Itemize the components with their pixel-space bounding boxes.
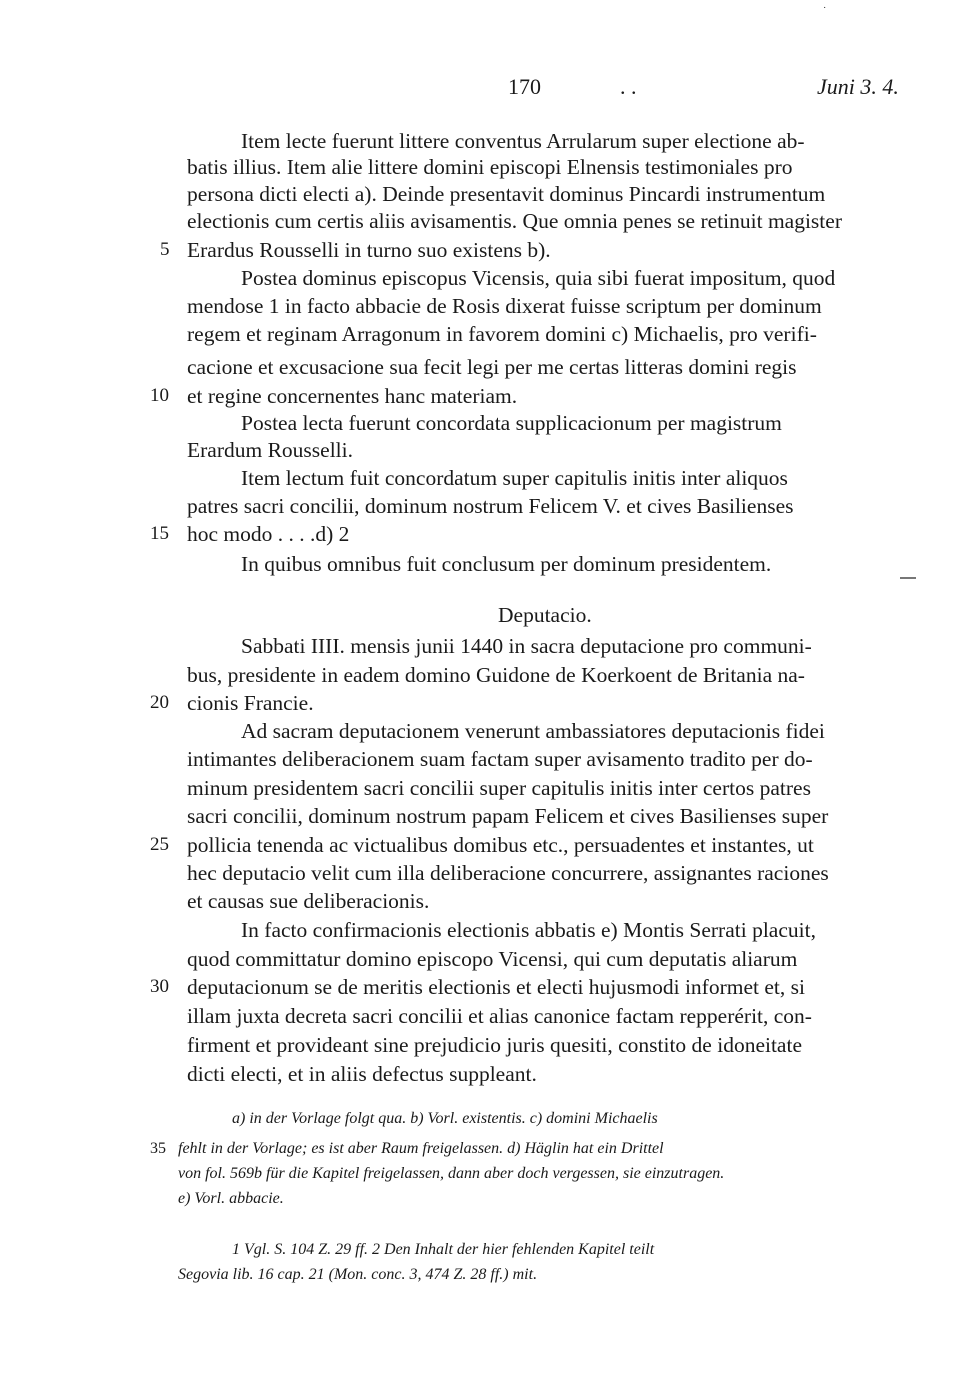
- header-dots: . .: [620, 74, 637, 99]
- line-number: 20: [150, 692, 169, 713]
- text-line: minum presidentem sacri concilii super capitulis initis inter certos patres: [187, 776, 811, 800]
- text-line: hoc modo . . . .d) 2: [187, 522, 350, 546]
- line-number: 35: [150, 1140, 166, 1157]
- text-line: Erardum Rousselli.: [187, 438, 354, 462]
- text-line: bus, presidente in eadem domino Guidone de Koerkoent de Britania na-: [187, 663, 805, 687]
- scan-mark: ˙: [823, 6, 827, 17]
- running-title: Juni 3. 4.: [817, 74, 899, 99]
- line-number: 5: [160, 239, 170, 260]
- text-line: mendose 1 in facto abbacie de Rosis dixerat fuisse scriptum per dominum: [187, 294, 822, 318]
- text-line: dicti electi, et in aliis defectus suppleant.: [187, 1062, 537, 1086]
- text-line: firment et provideant sine prejudicio juris quesiti, constito de idoneitate: [187, 1033, 802, 1057]
- line-number: 25: [150, 834, 169, 855]
- text-line: cionis Francie.: [187, 691, 314, 715]
- text-line: cacione et excusacione sua fecit legi per me certas litteras domini regis: [187, 355, 797, 379]
- note-line: Segovia lib. 16 cap. 21 (Mon. conc. 3, 474 Z. 28 ff.) mit.: [178, 1266, 538, 1283]
- text-line: Erardus Rousselli in turno suo existens b).: [187, 238, 551, 262]
- line-number: 10: [150, 385, 169, 406]
- line-number: 15: [150, 523, 169, 544]
- text-line: Postea dominus episcopus Vicensis, quia sibi fuerat impositum, quod: [241, 266, 836, 290]
- text-line: persona dicti electi a). Deinde presentavit dominus Pincardi instrumentum: [187, 182, 826, 206]
- footnote-line: von fol. 569b für die Kapitel freigelassen, dann aber doch vergessen, sie einzutragen.: [178, 1165, 725, 1182]
- text-line: patres sacri concilii, dominum nostrum Felicem V. et cives Basilienses: [187, 494, 794, 518]
- text-line: sacri concilii, dominum nostrum papam Felicem et cives Basilienses super: [187, 804, 829, 828]
- text-line: regem et reginam Arragonum in favorem domini c) Michaelis, pro verifi-: [187, 322, 817, 346]
- text-line: et causas sue deliberacionis.: [187, 889, 430, 913]
- section-heading: Deputacio.: [498, 603, 592, 627]
- line-number: 30: [150, 976, 169, 997]
- text-line: Item lectum fuit concordatum super capitulis initis inter aliquos: [241, 466, 788, 490]
- text-line: batis illius. Item alie littere domini episcopi Elnensis testimoniales pro: [187, 155, 793, 179]
- text-line: Postea lecta fuerunt concordata supplicacionum per magistrum: [241, 411, 782, 435]
- page-number: 170: [508, 74, 541, 99]
- text-line: et regine concernentes hanc materiam.: [187, 384, 518, 408]
- footnote-line: e) Vorl. abbacie.: [178, 1190, 284, 1207]
- text-line: In facto confirmacionis electionis abbatis e) Montis Serrati placuit,: [241, 918, 816, 942]
- text-line: Ad sacram deputacionem venerunt ambassiatores deputacionis fidei: [241, 719, 825, 743]
- text-line: hec deputacio velit cum illa deliberacione concurrere, assignantes raciones: [187, 861, 829, 885]
- text-line: pollicia tenenda ac victualibus domibus etc., persuadentes et instantes, ut: [187, 833, 814, 857]
- text-line: quod committatur domino episcopo Vicensi, qui cum deputatis aliarum: [187, 947, 798, 971]
- text-line: illam juxta decreta sacri concilii et alias canonice factam repperérit, con-: [187, 1004, 812, 1028]
- footnote-line: a) in der Vorlage folgt qua. b) Vorl. existentis. c) domini Michaelis: [232, 1110, 658, 1127]
- text-line: In quibus omnibus fuit conclusum per dominum presidentem.: [241, 552, 772, 576]
- text-line: electionis cum certis aliis avisamentis. Que omnia penes se retinuit magister: [187, 209, 842, 233]
- margin-dash: [900, 577, 916, 579]
- text-line: Sabbati IIII. mensis junii 1440 in sacra deputacione pro communi-: [241, 634, 812, 658]
- text-line: deputacionum se de meritis electionis et electi hujusmodi informet et, si: [187, 975, 805, 999]
- text-line: Item lecte fuerunt littere conventus Arrularum super electione ab-: [241, 129, 805, 153]
- note-line: 1 Vgl. S. 104 Z. 29 ff. 2 Den Inhalt der hier fehlenden Kapitel teilt: [232, 1241, 655, 1258]
- text-line: intimantes deliberacionem suam factam super avisamento tradito per do-: [187, 747, 813, 771]
- footnote-line: fehlt in der Vorlage; es ist aber Raum freigelassen. d) Häglin hat ein Drittel: [178, 1140, 664, 1157]
